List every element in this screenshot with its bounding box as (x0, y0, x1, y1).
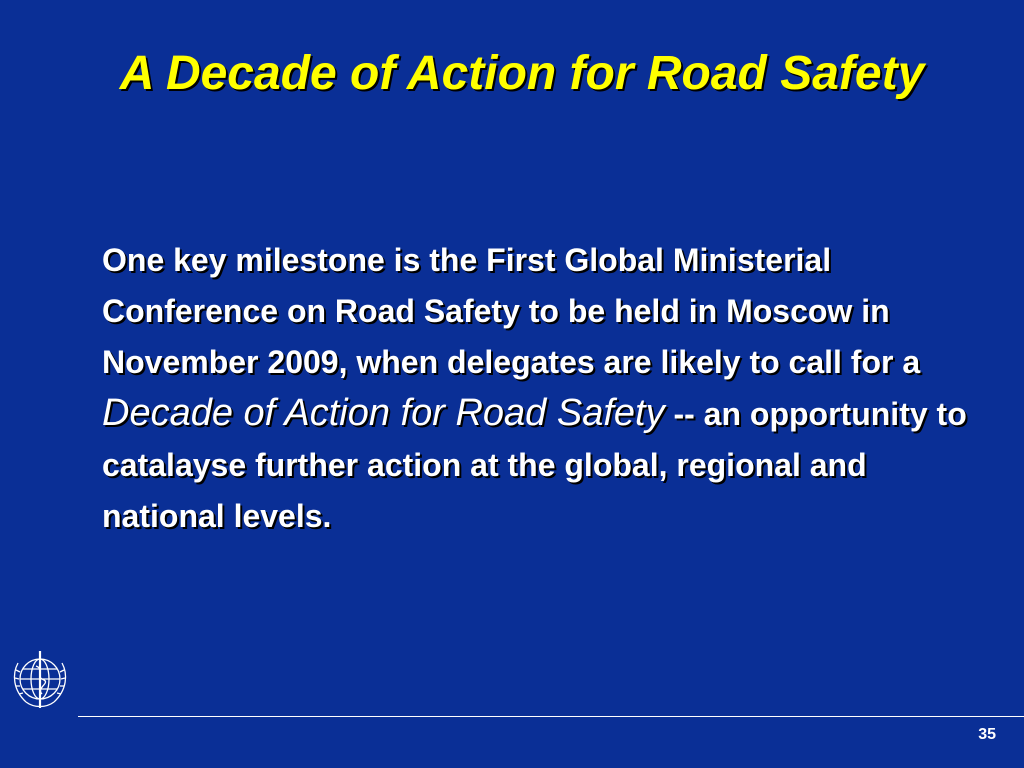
page-number: 35 (978, 726, 996, 743)
who-emblem-icon (6, 648, 74, 714)
body-emphasis: Decade of Action for Road Safety (102, 392, 665, 434)
footer-divider (78, 716, 1024, 717)
slide-body (102, 235, 987, 542)
slide-title: A Decade of Action for Road Safety (119, 47, 925, 100)
body-text-part-2: -- an opportunity to catalayse further action at the global, regional and national levels. (102, 396, 967, 534)
body-text-part-1: One key milestone is the First Global Ministerial Conference on Road Safety to be held in Moscow in November 2009, when delegates are likely to call for a (102, 242, 921, 380)
